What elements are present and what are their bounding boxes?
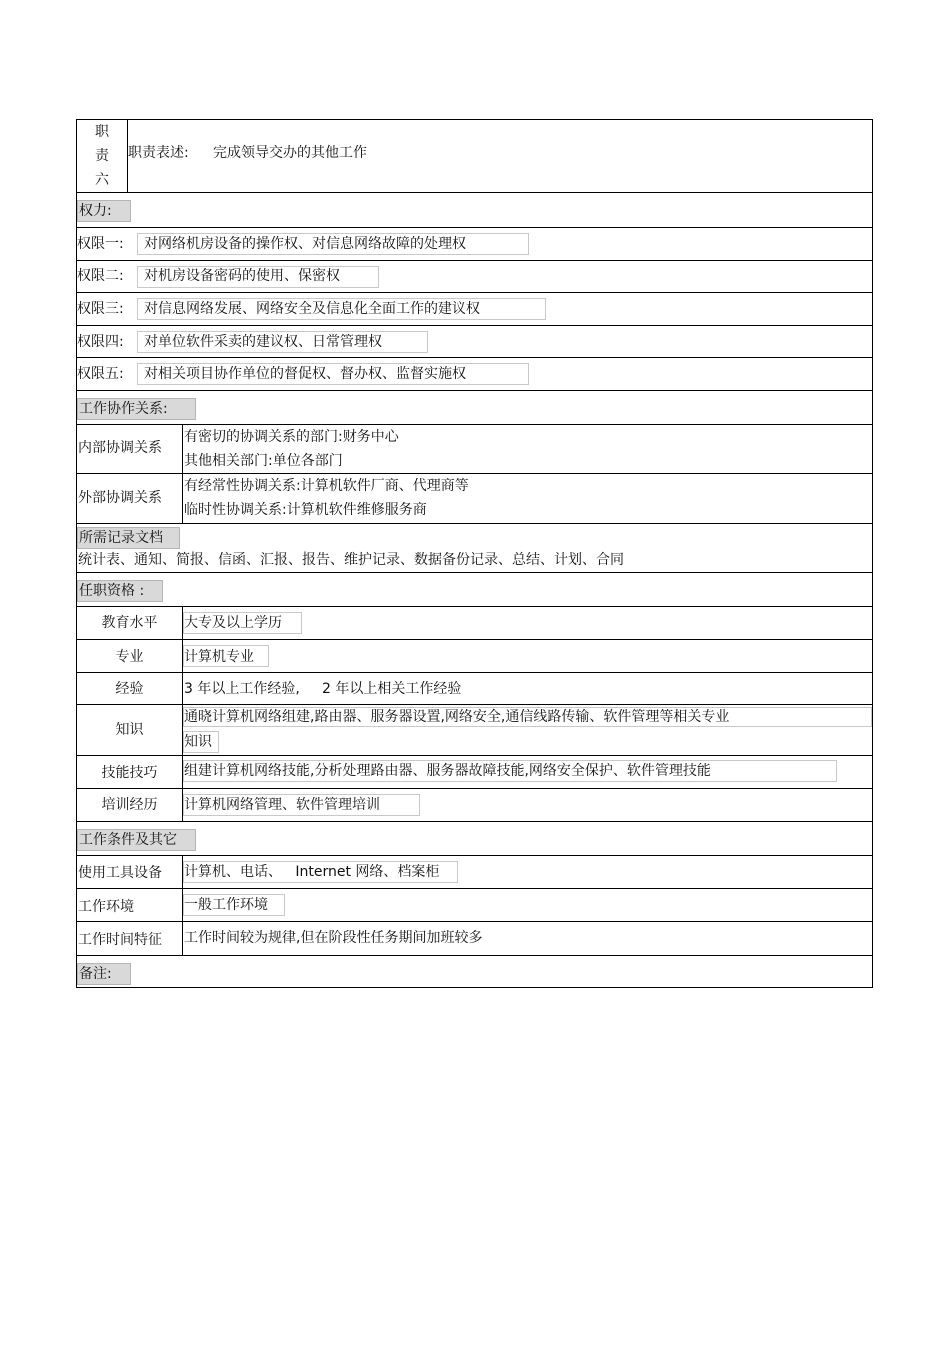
duty-six-char: 责 [95,148,109,164]
education-value: 大专及以上学历 [184,615,282,631]
cooperation-header-row [77,390,872,424]
environment-value: 一般工作环境 [184,897,268,913]
value-box [183,612,302,634]
training-value: 计算机网络管理、软件管理培训 [184,797,380,813]
value-box [183,894,285,916]
major-value: 计算机专业 [184,649,254,665]
value-box [137,298,546,320]
internal-label: 内部协调关系 [78,440,162,456]
experience-row [77,672,872,704]
experience-value: 3 年以上工作经验, 2 年以上相关工作经验 [184,681,462,697]
value-box [183,731,219,753]
authority-label: 权限二: [77,268,124,284]
internal-line1: 有密切的协调关系的部门:财务中心 [184,429,399,445]
major-label: 专业 [115,649,144,665]
internal-line2: 其他相关部门:单位各部门 [184,453,343,469]
records-header: 所需记录文档 [77,527,180,549]
authority-row [77,292,872,325]
authority-label: 权限一: [77,236,124,252]
environment-row [77,888,872,921]
divider [182,922,183,955]
work-time-value: 工作时间较为规律,但在阶段性任务期间加班较多 [184,930,483,946]
authority-label: 权限五: [77,366,124,382]
work-time-label: 工作时间特征 [78,932,162,948]
authority-text: 对单位软件采卖的建议权、日常管理权 [144,334,382,350]
qualification-header-row [77,572,872,606]
divider [182,474,183,523]
authority-text: 对机房设备密码的使用、保密权 [144,268,340,284]
qualification-header: 任职资格 : [77,580,163,602]
knowledge-label: 知识 [115,722,144,738]
value-box [183,645,269,667]
value-box [137,266,379,288]
external-label: 外部协调关系 [78,490,162,506]
tools-value: 计算机、电话、 Internet 网络、档案柜 [184,864,440,880]
conditions-header: 工作条件及其它 [77,829,196,851]
duty-six-vertical-label [77,120,127,192]
authority-text: 对信息网络发展、网络安全及信息化全面工作的建议权 [144,301,480,317]
external-line1: 有经常性协调关系:计算机软件厂商、代理商等 [184,478,469,494]
value-box [137,233,529,255]
skills-row [77,755,872,788]
authority-header: 权力: [77,200,131,222]
education-row [77,606,872,639]
remarks-header: 备注: [77,963,131,985]
authority-text: 对相关项目协作单位的督促权、督办权、监督实施权 [144,366,466,382]
authority-row [77,357,872,390]
tools-label: 使用工具设备 [78,865,162,881]
education-label: 教育水平 [101,615,158,631]
authority-label: 权限四: [77,334,124,350]
external-coordination-row [77,473,872,523]
work-time-row [77,921,872,955]
authority-row [77,325,872,357]
duty-six-row [77,120,872,192]
divider [182,425,183,473]
value-box [183,861,458,883]
knowledge-line1: 通晓计算机网络组建,路由器、服务器设置,网络安全,通信线路传输、软件管理等相关专业 [184,709,730,725]
skills-value: 组建计算机网络技能,分析处理路由器、服务器故障技能,网络安全保护、软件管理技能 [184,763,711,779]
external-line2: 临时性协调关系:计算机软件维修服务商 [184,502,427,518]
value-box [183,760,837,782]
duty-six-char: 职 [95,124,109,140]
value-box [183,794,420,816]
training-label: 培训经历 [101,797,158,813]
environment-label: 工作环境 [78,899,134,915]
job-description-table [76,119,873,988]
cooperation-header: 工作协作关系: [77,398,196,420]
divider [182,673,183,704]
training-row [77,788,872,821]
experience-label: 经验 [115,681,144,697]
knowledge-line2: 知识 [184,734,212,750]
skills-label: 技能技巧 [101,765,158,781]
conditions-header-row [77,821,872,855]
records-text: 统计表、通知、简报、信函、汇报、报告、维护记录、数据备份记录、总结、计划、合同 [78,552,624,568]
value-box [183,707,872,727]
authority-row [77,260,872,292]
authority-row [77,227,872,260]
knowledge-row [77,704,872,755]
authority-text: 对网络机房设备的操作权、对信息网络故障的处理权 [144,236,466,252]
duty-six-char: 六 [95,172,109,188]
internal-coordination-row [77,424,872,473]
value-box [137,331,428,353]
major-row [77,639,872,672]
records-row [77,523,872,572]
value-box [137,363,529,385]
remarks-row [77,955,872,989]
duty-desc-text: 完成领导交办的其他工作 [213,145,367,161]
duty-desc-label: 职责表述: [128,145,189,161]
tools-row [77,855,872,888]
authority-label: 权限三: [77,301,124,317]
authority-header-row [77,192,872,227]
